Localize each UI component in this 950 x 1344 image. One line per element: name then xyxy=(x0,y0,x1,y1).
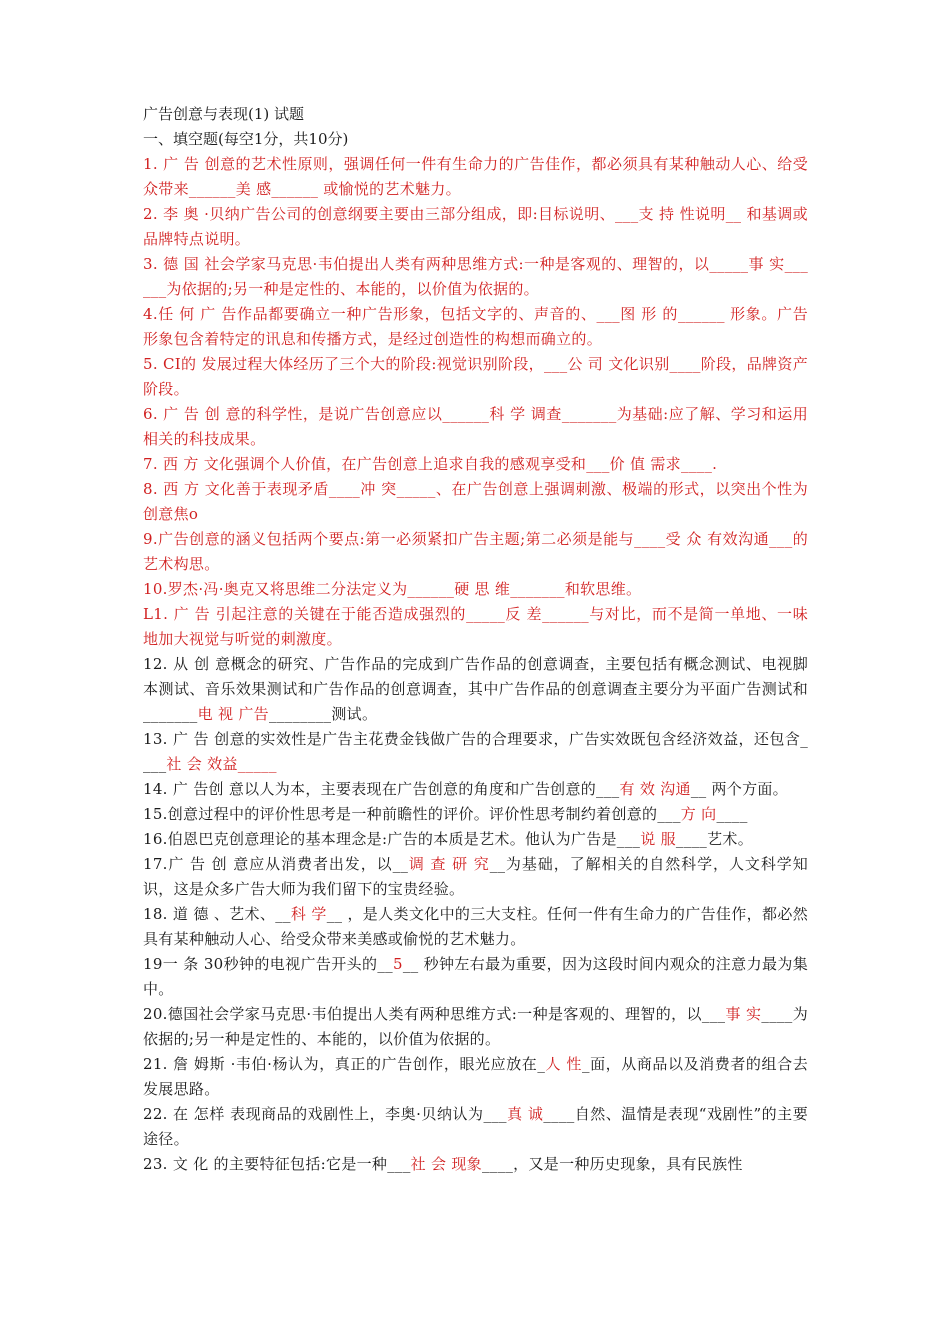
answer-text: 有 效 沟通 xyxy=(619,780,691,798)
question-text: __ 秒钟左右最为重要，因为这段时间内观众的注意力最为集中。 xyxy=(143,955,809,998)
answer-text: 科 学 xyxy=(290,905,327,923)
question-text: L1. 广 告 引起注意的关键在于能否造成强烈的_____反 差______与对比，而不是简一单地、一味地加大视觉与听觉的刺激度。 xyxy=(143,605,808,648)
answer-text: 社 会 效益_____ xyxy=(166,755,277,773)
question-text: 18. 道 德 、艺术、__ xyxy=(143,905,291,923)
question-item xyxy=(143,777,808,802)
question-text: ____，又是一种历史现象，具有民族性 xyxy=(481,1155,743,1173)
question-text: 5. CI的 发展过程大体经历了三个大的阶段:视觉识别阶段，___公 司 文化识别____阶段，品牌资产阶段。 xyxy=(143,355,808,398)
question-text: 13. 广 告 创意的实效性是广告主花费金钱做广告的合理要求，广告实效既包含经济效益，还包含____ xyxy=(143,730,808,773)
question-text: 22. 在 怎样 表现商品的戏剧性上，李奥·贝纳认为___ xyxy=(143,1105,507,1123)
question-text: ____ xyxy=(716,805,748,823)
answer-text: 真 诚 xyxy=(506,1105,544,1123)
question-text: 3. 德 国 社会学家马克思·韦伯提出人类有两种思维方式:一种是客观的、理智的，以_____事 实______为依据的;另一种是定性的、本能的，以价值为依据的。 xyxy=(143,255,808,298)
question-item xyxy=(143,302,808,352)
question-item xyxy=(143,852,808,902)
question-text: 4.任 何 广 告作品都要确立一种广告形象，包括文字的、声音的、___图 形 的______ 形象。广告形象包含着特定的讯息和传播方式，是经过创造性的构想而确立的。 xyxy=(143,305,808,348)
question-item xyxy=(143,402,808,452)
question-text: 21. 詹 姆斯 ·韦伯·杨认为，真正的广告创作，眼光应放在_ xyxy=(143,1055,546,1073)
question-text: 10.罗杰·冯·奥克又将思维二分法定义为______硬 思 维_______和软思维。 xyxy=(143,580,642,598)
answer-text: 事 实 xyxy=(725,1005,762,1023)
question-item xyxy=(143,1052,808,1102)
question-text: 20.德国社会学家马克思·韦伯提出人类有两种思维方式:一种是客观的、理智的，以___ xyxy=(143,1005,726,1023)
question-item xyxy=(143,1002,808,1052)
question-text: 1. 广 告 创意的艺术性原则，强调任何一件有生命力的广告佳作，都必须具有某种触动人心、给受众带来______美 感______ 或愉悦的艺术魅力。 xyxy=(143,155,808,198)
question-text: 15.创意过程中的评价性思考是一种前瞻性的评价。评价性思考制约着创意的___ xyxy=(143,805,681,823)
question-text: 6. 广 告 创 意的科学性，是说广告创意应以______科 学 调查_______为基础:应了解、学习和运用相关的科技成果。 xyxy=(143,405,808,448)
question-item xyxy=(143,802,808,827)
question-item xyxy=(143,602,808,652)
question-item xyxy=(143,252,808,302)
question-item xyxy=(143,652,808,727)
question-text: __为基础，了解相关的自然科学，人文科学知识，这是众多广告大师为我们留下的宝贵经验。 xyxy=(143,855,808,898)
question-item xyxy=(143,152,808,202)
question-list xyxy=(143,152,808,1177)
document-title: 广告创意与表现(1) 试题 xyxy=(143,105,305,123)
question-text: ____自然、温情是表现“戏剧性”的主要途径。 xyxy=(143,1105,808,1148)
question-text: 14. 广 告创 意以人为本，主要表现在广告创意的角度和广告创意的___ xyxy=(143,780,620,798)
answer-text: 电 视 广告 xyxy=(197,705,269,723)
answer-text: 方 向 xyxy=(680,805,717,823)
answer-text: 5 xyxy=(393,955,403,973)
question-item xyxy=(143,527,808,577)
answer-text: 说 服 xyxy=(640,830,676,848)
question-item xyxy=(143,577,808,602)
answer-text: 调 查 研 究 xyxy=(408,855,490,873)
section-heading: 一、填空题(每空1分，共10分) xyxy=(143,130,349,148)
question-text: __ 两个方面。 xyxy=(690,780,788,798)
answer-text: 社 会 现象 xyxy=(410,1155,482,1173)
question-item xyxy=(143,202,808,252)
question-text: 16.伯恩巴克创意理论的基本理念是:广告的本质是艺术。他认为广告是___ xyxy=(143,830,641,848)
question-text: ________测试。 xyxy=(268,705,378,723)
question-text: 12. 从 创 意概念的研究、广告作品的完成到广告作品的创意调查，主要包括有概念测试、电视脚本测试、音乐效果测试和广告作品的创意调查，其中广告作品的创意调查主要分为平面广告测试和_______ xyxy=(143,655,808,723)
question-item xyxy=(143,1102,808,1152)
question-item xyxy=(143,902,808,952)
question-text: 7. 西 方 文化强调个人价值，在广告创意上追求自我的感观享受和___价 值 需求____. xyxy=(143,455,718,473)
question-text: 17.广 告 创 意应从消费者出发，以__ xyxy=(143,855,409,873)
question-item xyxy=(143,827,808,852)
question-item xyxy=(143,452,808,477)
question-text: 23. 文 化 的主要特征包括:它是一种___ xyxy=(143,1155,411,1173)
question-item xyxy=(143,352,808,402)
question-text: ____艺术。 xyxy=(675,830,753,848)
answer-text: 人 性 xyxy=(545,1055,582,1073)
document-page xyxy=(143,102,808,1177)
question-item xyxy=(143,1152,808,1177)
question-text: __ ，是人类文化中的三大支柱。任何一件有生命力的广告佳作，都必然具有某种触动人心、给受众带来美感或偷悦的艺术魅力。 xyxy=(143,905,808,948)
question-text: ____为依据的;另一种是定性的、本能的，以价值为依据的。 xyxy=(143,1005,809,1048)
question-item xyxy=(143,952,808,1002)
question-text: 19一 条 30秒钟的电视广告开头的__ xyxy=(143,955,393,973)
question-text: 9.广告创意的涵义包括两个要点:第一必须紧扣广告主题;第二必须是能与____受 众 有效沟通___的艺术构思。 xyxy=(143,530,808,573)
question-item xyxy=(143,727,808,777)
question-text: _面，从商品以及消费者的组合去发展思路。 xyxy=(143,1055,808,1098)
question-item xyxy=(143,477,808,527)
question-text: 2. 李 奥 ·贝纳广告公司的创意纲要主要由三部分组成，即:目标说明、___支 持 性说明__ 和基调或品牌特点说明。 xyxy=(143,205,808,248)
question-text: 8. 西 方 文化善于表现矛盾____冲 突_____、在广告创意上强调刺激、极端的形式，以突出个性为创意焦o xyxy=(143,480,808,523)
